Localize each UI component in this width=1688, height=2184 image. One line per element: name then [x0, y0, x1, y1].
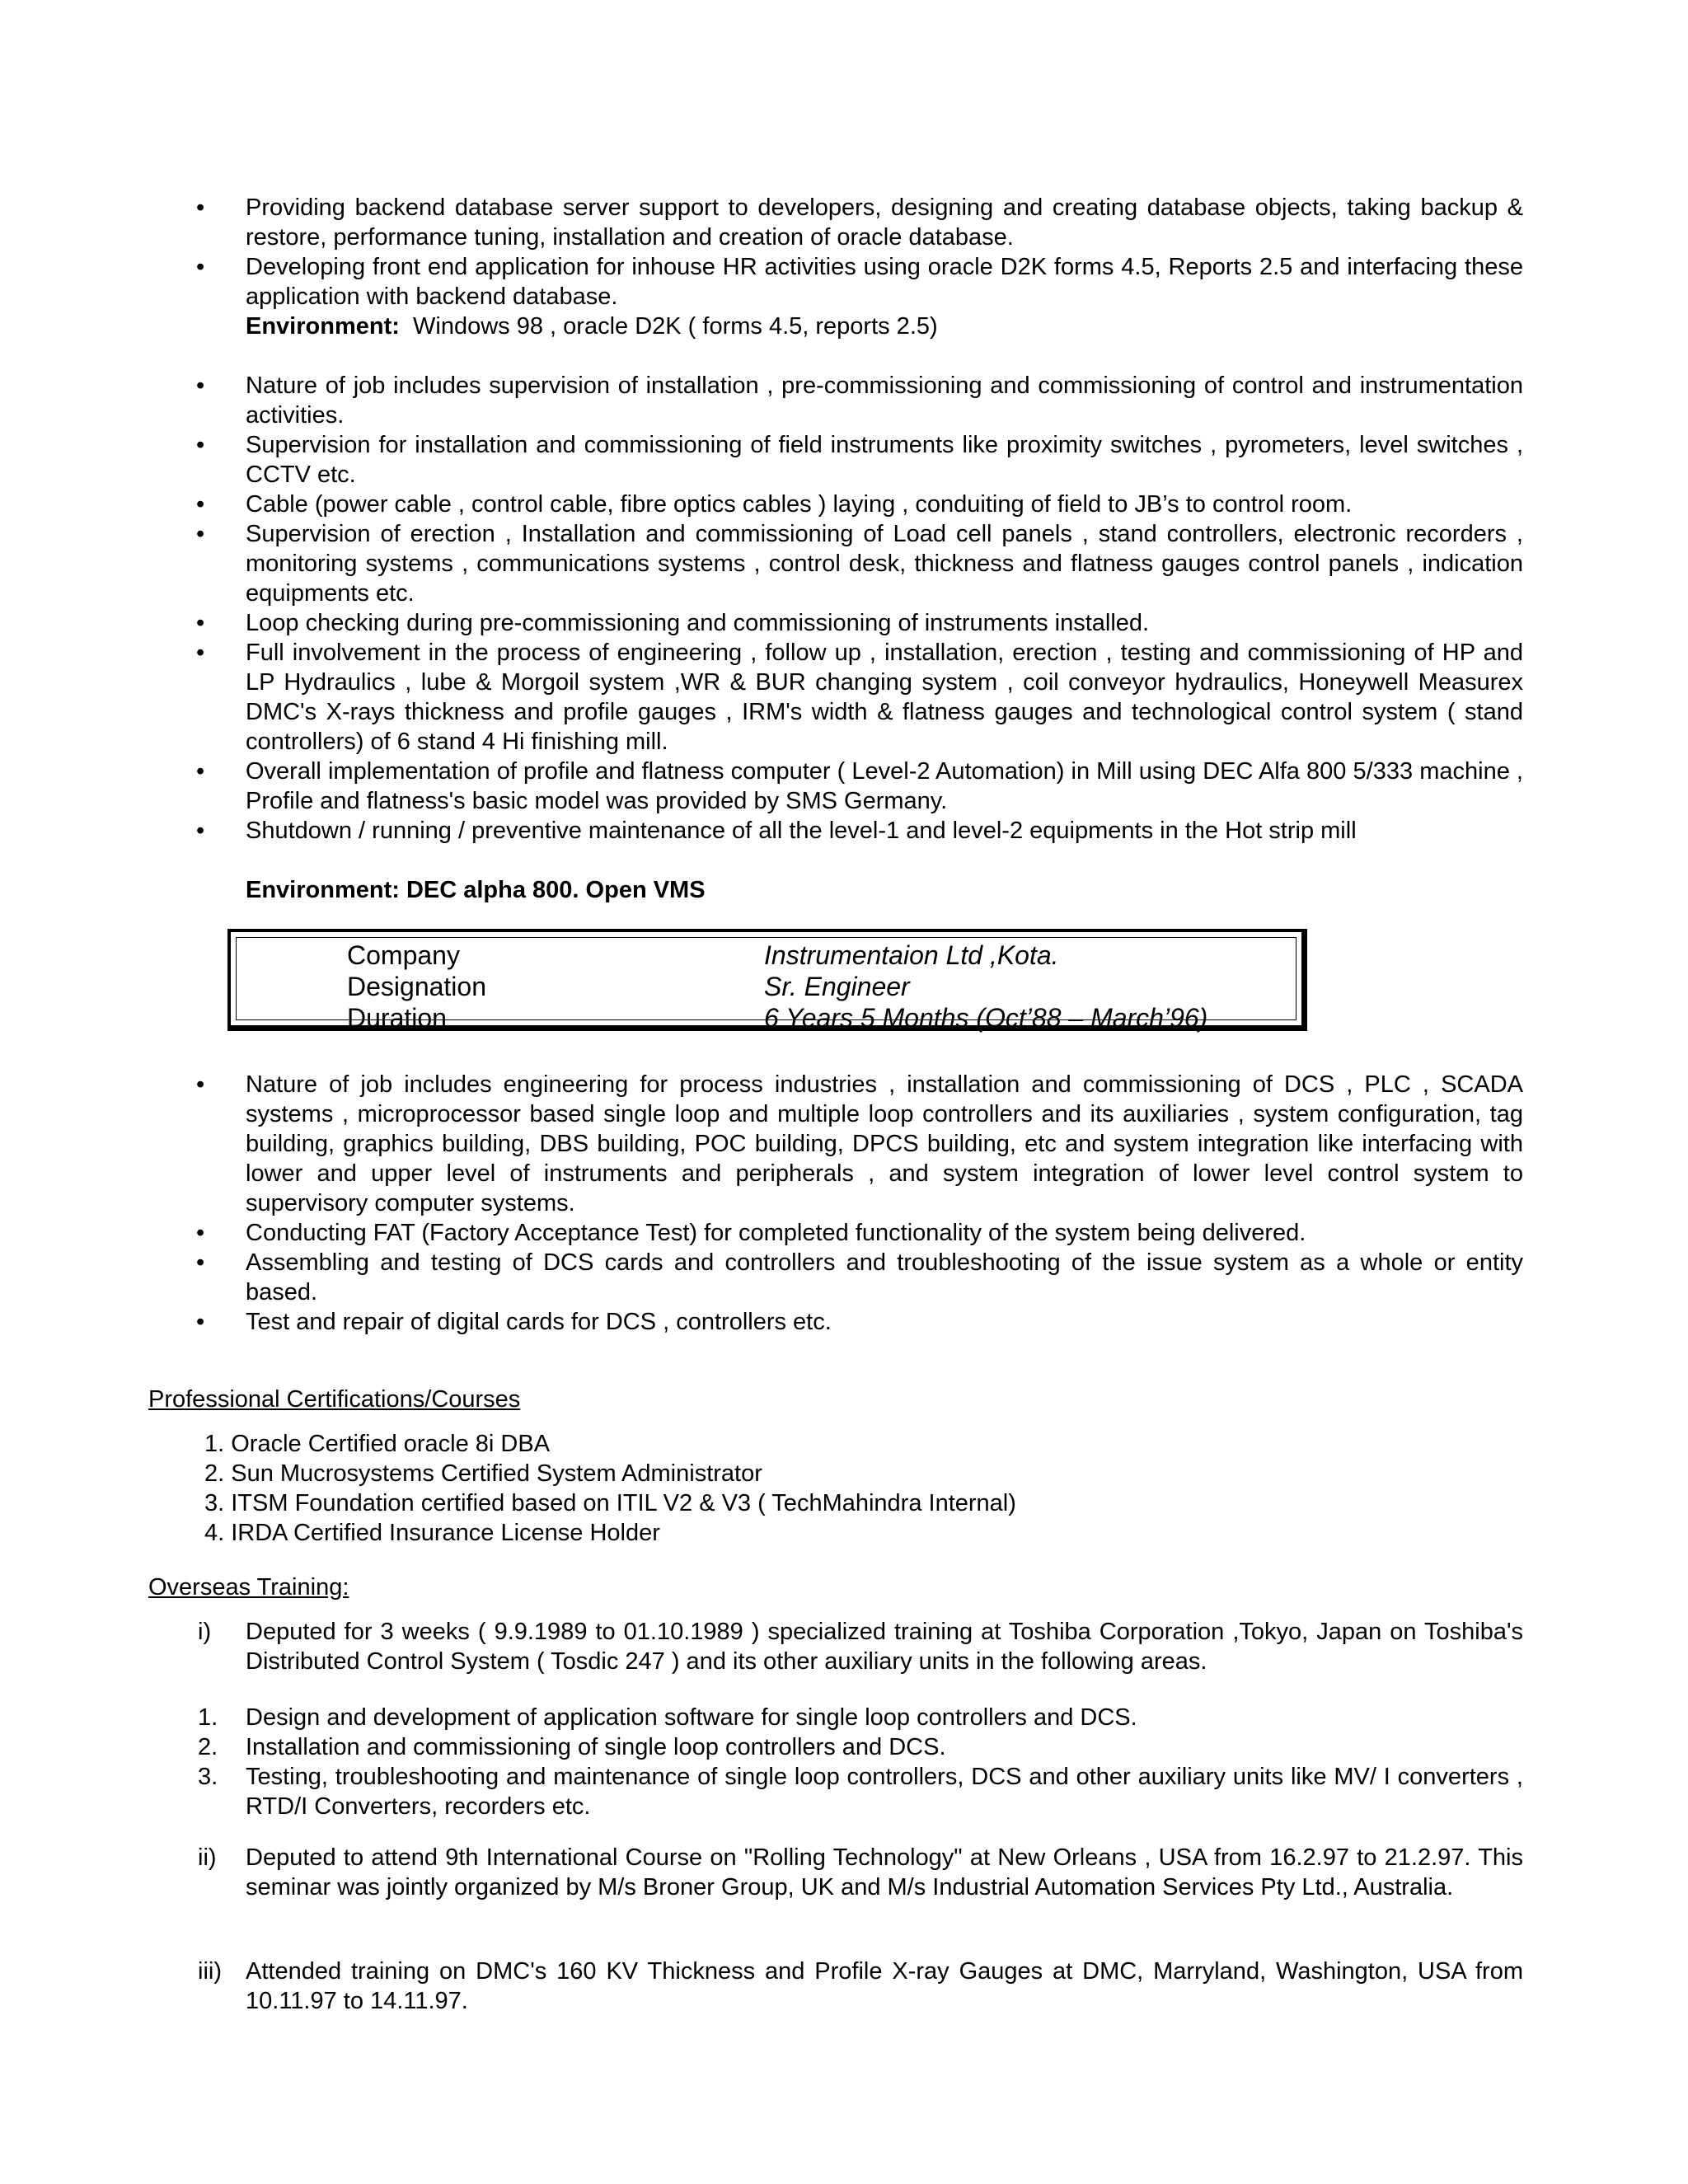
certifications-heading: Professional Certifications/Courses	[148, 1386, 521, 1413]
bullet-icon: •	[196, 432, 205, 458]
bullet-icon: •	[196, 254, 205, 280]
training-areas-list	[0, 1703, 1688, 1821]
list-item: 2. Installation and commissioning of single loop controllers and DCS.	[198, 1734, 946, 1760]
bullet-icon: •	[196, 1309, 205, 1335]
list-item: 3. Testing, troubleshooting and maintenance of single loop controllers, DCS and other auxiliary units like MV/ I converters , RTD/I Converters, recorders etc.	[198, 1764, 1523, 1820]
environment-line: Environment: DEC alpha 800. Open VMS	[246, 877, 706, 903]
list-item: • Loop checking during pre-commissioning and commissioning of instruments installed.	[196, 610, 1150, 636]
bullet-icon: •	[196, 640, 205, 666]
list-item: • Supervision of erection , Installation and commissioning of Load cell panels , stand controllers, electronic recorders , monitoring systems , communications systems , control desk, thickness and flatness gauges control panels , indication equipments etc.	[196, 521, 1523, 607]
list-item: 3. ITSM Foundation certified based on ITIL V2 & V3 ( TechMahindra Internal)	[204, 1490, 1016, 1516]
list-item: 1. Design and development of application software for single loop controllers and DCS.	[198, 1704, 1137, 1731]
environment-line: Environment: Windows 98 , oracle D2K ( forms 4.5, reports 2.5)	[246, 313, 938, 340]
list-item: • Providing backend database server support to developers, designing and creating database objects, taking backup & restore, performance tuning, installation and creation of oracle database.	[196, 194, 1523, 251]
list-item: • Supervision for installation and commissioning of field instruments like proximity switches , pyrometers, level switches , CCTV etc.	[196, 432, 1523, 488]
training-item-i: i) Deputed for 3 weeks ( 9.9.1989 to 01.10.1989 ) specialized training at Toshiba Corporation ,Tokyo, Japan on Toshiba's Distributed Control System ( Tosdic 247 ) and its other auxiliary units in the following areas.	[198, 1619, 1523, 1675]
list-item: • Cable (power cable , control cable, fibre optics cables ) laying , conduiting of field to JB’s to control room.	[196, 491, 1353, 518]
section-process-industries	[0, 1070, 1688, 1337]
certifications-list	[0, 1429, 1688, 1548]
bullet-icon: •	[196, 194, 205, 221]
bullet-icon: •	[196, 818, 205, 844]
list-item: • Assembling and testing of DCS cards and controllers and troubleshooting of the issue system as a whole or entity based.	[196, 1249, 1523, 1305]
bullet-icon: •	[196, 521, 205, 547]
job-info-box-inner: Company Instrumentaion Ltd ,Kota. Designation Sr. Engineer Duration 6 Years 5 Months (Oct’88 – March’96)	[236, 937, 1296, 1020]
section-instrumentation	[0, 371, 1688, 905]
bullet-icon: •	[196, 1220, 205, 1246]
list-item: • Nature of job includes engineering for process industries , installation and commissioning of DCS , PLC , SCADA systems , microprocessor based single loop and multiple loop controllers and its auxiliaries , system configuration, tag building, graphics building, DBS building, POC building, DPCS building, etc and system integration like interfacing with lower and upper level of instruments and peripherals , and system integration of lower level control system to supervisory computer systems.	[196, 1071, 1523, 1216]
training-heading: Overseas Training:	[148, 1574, 349, 1601]
bullet-icon: •	[196, 1071, 205, 1098]
bullet-icon: •	[196, 758, 205, 785]
list-item: • Nature of job includes supervision of installation , pre-commissioning and commissioning of control and instrumentation activities.	[196, 373, 1523, 429]
list-item: • Developing front end application for inhouse HR activities using oracle D2K forms 4.5, Reports 2.5 and interfacing these application with backend database.	[196, 254, 1523, 310]
job-info-box	[227, 929, 1307, 1031]
list-item: • Full involvement in the process of engineering , follow up , installation, erection , testing and commissioning of HP and LP Hydraulics , lube & Morgoil system ,WR & BUR changing system , coil conveyor hydraulics, Honeywell Measurex DMC's X-rays thickness and profile gauges , IRM's width & flatness gauges and technological control system ( stand controllers) of 6 stand 4 Hi finishing mill.	[196, 640, 1523, 755]
list-item: 2. Sun Mucrosystems Certified System Administrator	[204, 1460, 762, 1487]
bullet-icon: •	[196, 610, 205, 636]
list-item: 1. Oracle Certified oracle 8i DBA	[204, 1431, 551, 1457]
bullet-icon: •	[196, 373, 205, 399]
list-item: • Test and repair of digital cards for DCS , controllers etc.	[196, 1309, 832, 1335]
list-item: 4. IRDA Certified Insurance License Holder	[204, 1520, 660, 1546]
list-item: • Overall implementation of profile and flatness computer ( Level-2 Automation) in Mill using DEC Alfa 800 5/333 machine , Profile and flatness's basic model was provided by SMS Germany.	[196, 758, 1523, 814]
bullet-icon: •	[196, 491, 205, 518]
list-item: • Conducting FAT (Factory Acceptance Test) for completed functionality of the system being delivered.	[196, 1220, 1306, 1246]
section-database-support	[0, 193, 1688, 341]
list-item: • Shutdown / running / preventive maintenance of all the level-1 and level-2 equipments in the Hot strip mill	[196, 818, 1357, 844]
bullet-icon: •	[196, 1249, 205, 1276]
training-item-ii: ii) Deputed to attend 9th International Course on "Rolling Technology" at New Orleans , USA from 16.2.97 to 21.2.97. This seminar was jointly organized by M/s Broner Group, UK and M/s Industrial Automation Services Pty Ltd., Australia.	[198, 1844, 1523, 1900]
training-item-iii: iii) Attended training on DMC's 160 KV Thickness and Profile X-ray Gauges at DMC, Marryland, Washington, USA from 10.11.97 to 14.11.97.	[198, 1958, 1523, 2014]
